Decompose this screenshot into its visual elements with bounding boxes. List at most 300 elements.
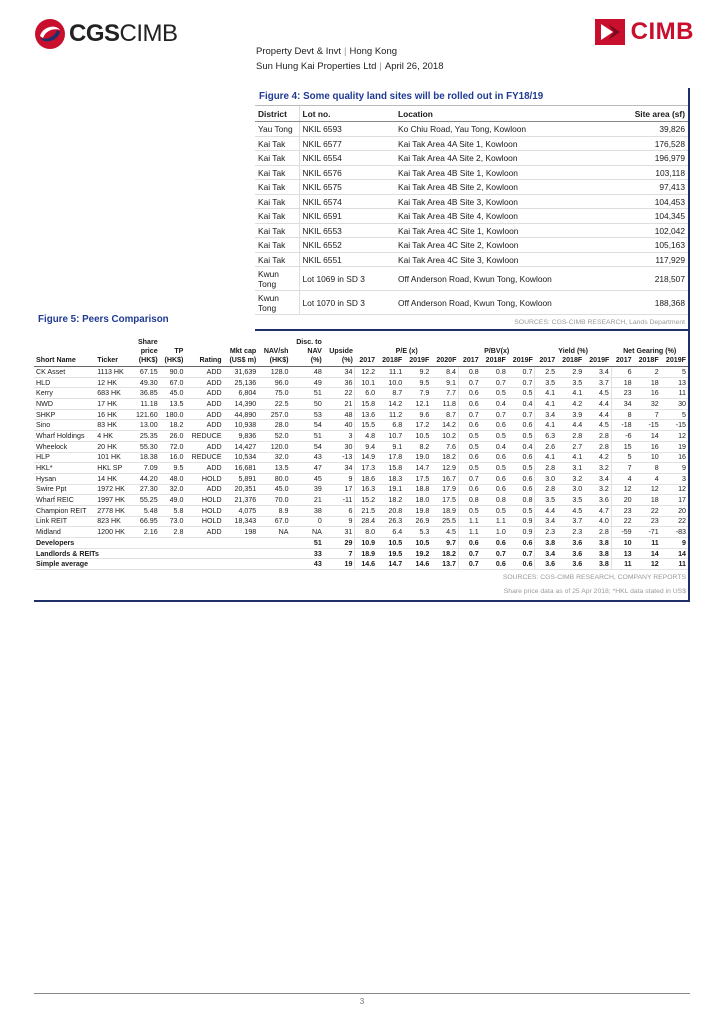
peer-value-cell: 18.0	[404, 495, 431, 506]
land-site-row	[255, 180, 688, 195]
site-area-cell: 97,413	[612, 180, 688, 195]
peer-value-cell: 4.1	[557, 452, 584, 463]
peer-value-cell: 8.9	[258, 505, 290, 516]
summary-value-cell: 11	[661, 559, 688, 570]
peer-value-cell: ADD	[185, 463, 223, 474]
peer-value-cell: 4.1	[535, 399, 557, 410]
peer-value-cell: 44,890	[224, 409, 259, 420]
peer-value-cell: ADD	[185, 388, 223, 399]
summary-value-cell: 19.2	[404, 548, 431, 559]
peer-value-cell: 6.3	[535, 431, 557, 442]
peer-value-cell: 15.8	[355, 399, 377, 410]
summary-value-cell: 14	[634, 548, 661, 559]
peer-value-cell: 19	[661, 441, 688, 452]
peer-value-cell: ADD	[185, 377, 223, 388]
location-cell: Kai Tak Area 4B Site 3, Kowloon	[395, 194, 612, 209]
peers-header-row-1	[34, 338, 688, 347]
peer-value-cell: -13	[324, 452, 355, 463]
district-cell: Kai Tak	[255, 223, 299, 238]
peer-value-cell: 10,938	[224, 420, 259, 431]
peer-value-cell: 121.60	[131, 409, 160, 420]
location-cell: Kai Tak Area 4C Site 2, Kowloon	[395, 238, 612, 253]
site-area-cell: 102,042	[612, 223, 688, 238]
peer-name-cell: Wharf Holdings	[34, 431, 95, 442]
peer-value-cell: 3.1	[557, 463, 584, 474]
district-cell: Kai Tak	[255, 194, 299, 209]
peer-value-cell: 10.2	[431, 431, 458, 442]
peer-value-cell: 0	[291, 516, 324, 527]
summary-value-cell: 0.6	[458, 538, 480, 549]
peer-value-cell: 8.7	[431, 409, 458, 420]
peer-value-cell: 12	[661, 431, 688, 442]
peer-value-cell: 12	[634, 484, 661, 495]
site-area-cell: 196,979	[612, 151, 688, 166]
peer-name-cell: Champion REIT	[34, 505, 95, 516]
peer-value-cell: 4.0	[584, 516, 611, 527]
lot-no-cell: NKIL 6576	[299, 165, 395, 180]
peer-value-cell: 49	[291, 377, 324, 388]
peer-value-cell: 4	[634, 473, 661, 484]
peer-name-cell: SHKP	[34, 409, 95, 420]
summary-value-cell: 10	[611, 538, 633, 549]
peer-value-cell: 7.09	[131, 463, 160, 474]
peer-value-cell: 5.3	[404, 527, 431, 538]
peer-value-cell: 1113 HK	[95, 367, 131, 378]
peer-value-cell: 3.7	[557, 516, 584, 527]
peer-value-cell: 0.4	[508, 399, 535, 410]
peer-value-cell: 17.3	[355, 463, 377, 474]
peer-value-cell: 83 HK	[95, 420, 131, 431]
peer-value-cell: 9,836	[224, 431, 259, 442]
peer-value-cell: 55.25	[131, 495, 160, 506]
peer-value-cell: 5,891	[224, 473, 259, 484]
peer-value-cell: HOLD	[185, 473, 223, 484]
location-cell: Kai Tak Area 4B Site 4, Kowloon	[395, 209, 612, 224]
peer-value-cell: 101 HK	[95, 452, 131, 463]
peer-value-cell: 20 HK	[95, 441, 131, 452]
site-area-cell: 103,118	[612, 165, 688, 180]
peer-name-cell: HLD	[34, 377, 95, 388]
peer-row	[34, 409, 688, 420]
peer-value-cell: 120.0	[258, 441, 290, 452]
peers-col-header: (%)	[324, 356, 355, 367]
header-line-1: Property Devt & Invt | Hong Kong	[256, 46, 398, 57]
peer-value-cell: 4,075	[224, 505, 259, 516]
peer-value-cell: 17.5	[404, 473, 431, 484]
peer-value-cell: 22	[661, 516, 688, 527]
peer-value-cell: 96.0	[258, 377, 290, 388]
peer-value-cell: 54	[291, 420, 324, 431]
peer-value-cell: 0.8	[458, 495, 480, 506]
peers-col-header: (US$ m)	[224, 356, 259, 367]
peer-value-cell: 4.4	[584, 399, 611, 410]
peer-value-cell: 11.18	[131, 399, 160, 410]
figure-4-title: Figure 4: Some quality land sites will be rolled out in FY18/19	[255, 88, 688, 106]
peer-value-cell: 2.8	[584, 441, 611, 452]
peer-value-cell: 683 HK	[95, 388, 131, 399]
peer-value-cell: 17.9	[431, 484, 458, 495]
peer-value-cell: 9.4	[355, 441, 377, 452]
peer-value-cell: 0.7	[481, 377, 508, 388]
peer-value-cell: 17 HK	[95, 399, 131, 410]
peer-value-cell: 2.8	[557, 431, 584, 442]
peer-row	[34, 399, 688, 410]
peer-value-cell: 14.2	[377, 399, 404, 410]
peer-value-cell: 0.5	[508, 431, 535, 442]
peer-value-cell: 18.6	[355, 473, 377, 484]
peer-value-cell: 20	[661, 505, 688, 516]
peer-value-cell: 18.9	[431, 505, 458, 516]
peer-value-cell: 9.1	[377, 441, 404, 452]
peer-value-cell: 23	[634, 516, 661, 527]
peer-value-cell: 6	[611, 367, 633, 378]
summary-label-cell: Simple average	[34, 559, 291, 570]
peer-name-cell: NWD	[34, 399, 95, 410]
peer-value-cell: 4.7	[584, 505, 611, 516]
peers-col-header: 2020F	[431, 356, 458, 367]
summary-value-cell: 3.8	[584, 559, 611, 570]
col-site-area: Site area (sf)	[612, 106, 688, 122]
peer-value-cell: 14 HK	[95, 473, 131, 484]
peer-value-cell: 2.5	[535, 367, 557, 378]
peer-value-cell: 21	[291, 495, 324, 506]
peer-value-cell: 0.6	[458, 452, 480, 463]
peer-value-cell: 18,343	[224, 516, 259, 527]
peer-value-cell: 14,390	[224, 399, 259, 410]
peer-value-cell: 3.9	[557, 409, 584, 420]
land-site-row	[255, 223, 688, 238]
peer-value-cell: 1972 HK	[95, 484, 131, 495]
peer-value-cell: 2	[634, 367, 661, 378]
peer-value-cell: 10.5	[404, 431, 431, 442]
district-cell: Kai Tak	[255, 238, 299, 253]
land-site-row	[255, 136, 688, 151]
peer-value-cell: 4.1	[535, 388, 557, 399]
peer-row	[34, 388, 688, 399]
peer-value-cell: 16.7	[431, 473, 458, 484]
peer-value-cell: 0.7	[481, 409, 508, 420]
peer-name-cell: Swire Ppt	[34, 484, 95, 495]
lot-no-cell: Lot 1069 in SD 3	[299, 267, 395, 291]
peer-value-cell: 16,681	[224, 463, 259, 474]
peer-value-cell: 11.8	[431, 399, 458, 410]
peer-value-cell: 25.5	[431, 516, 458, 527]
figure-5-source: SOURCES: CGS-CIMB RESEARCH, COMPANY REPORTS	[502, 574, 686, 582]
peer-value-cell: 9.5	[160, 463, 186, 474]
peer-value-cell: 4.5	[557, 505, 584, 516]
peer-value-cell: 13.5	[160, 399, 186, 410]
peer-row	[34, 527, 688, 538]
peer-value-cell: 12.1	[404, 399, 431, 410]
peer-value-cell: 5.8	[160, 505, 186, 516]
peer-value-cell: 4.5	[584, 388, 611, 399]
summary-value-cell: 19	[324, 559, 355, 570]
peer-value-cell: 0.4	[508, 441, 535, 452]
peer-value-cell: ADD	[185, 420, 223, 431]
peer-value-cell: 0.8	[508, 495, 535, 506]
peer-value-cell: 80.0	[258, 473, 290, 484]
peer-value-cell: HKL SP	[95, 463, 131, 474]
peer-value-cell: 67.0	[258, 516, 290, 527]
peer-value-cell: ADD	[185, 367, 223, 378]
summary-value-cell: 33	[291, 548, 324, 559]
peer-value-cell: 25,136	[224, 377, 259, 388]
peers-col-header: Short Name	[34, 356, 95, 367]
peer-value-cell: 2.8	[584, 431, 611, 442]
peer-value-cell: 38	[291, 505, 324, 516]
peer-value-cell: NA	[258, 527, 290, 538]
peer-value-cell: 16	[661, 452, 688, 463]
peer-value-cell: 823 HK	[95, 516, 131, 527]
summary-value-cell: 0.7	[458, 559, 480, 570]
peers-col-header: 2018F	[481, 356, 508, 367]
footer-divider	[34, 993, 690, 994]
peer-value-cell: 1.1	[481, 516, 508, 527]
peer-value-cell: 0.7	[508, 367, 535, 378]
peer-value-cell: 48	[291, 367, 324, 378]
peer-value-cell: 12 HK	[95, 377, 131, 388]
peer-value-cell: 12	[661, 484, 688, 495]
summary-value-cell: 43	[291, 559, 324, 570]
peer-value-cell: 14.2	[431, 420, 458, 431]
summary-value-cell: 0.7	[458, 548, 480, 559]
peer-value-cell: 15.5	[355, 420, 377, 431]
peer-name-cell: Kerry	[34, 388, 95, 399]
summary-value-cell: 29	[324, 538, 355, 549]
peer-value-cell: 13.5	[258, 463, 290, 474]
lot-no-cell: NKIL 6551	[299, 252, 395, 267]
peer-value-cell: 3.4	[584, 473, 611, 484]
location-cell: Kai Tak Area 4C Site 1, Kowloon	[395, 223, 612, 238]
peer-value-cell: ADD	[185, 409, 223, 420]
peer-value-cell: 36.85	[131, 388, 160, 399]
peer-value-cell: 7.9	[404, 388, 431, 399]
peer-value-cell: 1200 HK	[95, 527, 131, 538]
peer-value-cell: 198	[224, 527, 259, 538]
peer-value-cell: 14,427	[224, 441, 259, 452]
peer-row	[34, 431, 688, 442]
peer-value-cell: 18.2	[160, 420, 186, 431]
lot-no-cell: NKIL 6553	[299, 223, 395, 238]
peer-value-cell: 2.3	[557, 527, 584, 538]
peer-value-cell: 2.8	[535, 484, 557, 495]
peer-value-cell: 0.7	[508, 377, 535, 388]
cimb-chevron-icon	[595, 19, 625, 45]
peer-value-cell: 0.5	[458, 463, 480, 474]
summary-value-cell: 10.5	[404, 538, 431, 549]
district-cell: Kwun Tong	[255, 291, 299, 315]
peer-value-cell: 128.0	[258, 367, 290, 378]
peer-value-cell: 22.5	[258, 399, 290, 410]
peer-row	[34, 516, 688, 527]
peer-value-cell: 12.2	[355, 367, 377, 378]
peer-value-cell: -83	[661, 527, 688, 538]
cimb-wordmark: CIMB	[630, 18, 694, 45]
peer-value-cell: ADD	[185, 484, 223, 495]
summary-row	[34, 559, 688, 570]
peer-value-cell: 3.7	[584, 377, 611, 388]
peer-value-cell: 0.7	[458, 473, 480, 484]
summary-value-cell: 3.6	[535, 559, 557, 570]
peer-value-cell: 0.6	[508, 473, 535, 484]
site-area-cell: 105,163	[612, 238, 688, 253]
cgscimb-logo	[34, 18, 178, 50]
peer-value-cell: 70.0	[258, 495, 290, 506]
land-site-row	[255, 267, 688, 291]
peer-value-cell: 3.4	[535, 409, 557, 420]
peer-value-cell: 17.8	[377, 452, 404, 463]
peer-value-cell: 4.5	[584, 420, 611, 431]
peer-value-cell: 34	[324, 463, 355, 474]
peer-value-cell: 17	[324, 484, 355, 495]
summary-label-cell: Developers	[34, 538, 291, 549]
summary-value-cell: 3.4	[535, 548, 557, 559]
peer-value-cell: 11.2	[377, 409, 404, 420]
summary-value-cell: 9	[661, 538, 688, 549]
peer-value-cell: 3.0	[535, 473, 557, 484]
peer-value-cell: 54	[291, 441, 324, 452]
peer-value-cell: 0.6	[481, 452, 508, 463]
peer-value-cell: 3.4	[584, 367, 611, 378]
peer-value-cell: 4.4	[557, 420, 584, 431]
peer-name-cell: HKL*	[34, 463, 95, 474]
peer-value-cell: 23	[611, 388, 633, 399]
peer-value-cell: 0.5	[458, 431, 480, 442]
figure-4-land-sites	[255, 88, 690, 331]
peer-value-cell: 8.4	[431, 367, 458, 378]
peer-name-cell: Wheelock	[34, 441, 95, 452]
summary-value-cell: 7	[324, 548, 355, 559]
peer-value-cell: 0.9	[508, 527, 535, 538]
peer-value-cell: -18	[611, 420, 633, 431]
hdr-nav-sh: NAV/sh	[263, 347, 289, 355]
peers-col-header: 2017	[611, 356, 633, 367]
summary-value-cell: 3.8	[535, 538, 557, 549]
peer-value-cell: 5	[661, 409, 688, 420]
peer-value-cell: 9	[324, 473, 355, 484]
peer-row	[34, 377, 688, 388]
location-cell: Off Anderson Road, Kwun Tong, Kowloon	[395, 267, 612, 291]
summary-value-cell: 0.7	[481, 548, 508, 559]
peer-value-cell: 31,639	[224, 367, 259, 378]
peer-name-cell: Sino	[34, 420, 95, 431]
location-cell: Off Anderson Road, Kwun Tong, Kowloon	[395, 291, 612, 315]
peer-value-cell: 6.8	[377, 420, 404, 431]
peer-value-cell: 8.7	[377, 388, 404, 399]
peer-value-cell: 0.6	[508, 452, 535, 463]
location-cell: Ko Chiu Road, Yau Tong, Kowloon	[395, 122, 612, 137]
summary-value-cell: 3.6	[557, 538, 584, 549]
peer-value-cell: 3	[324, 431, 355, 442]
peer-value-cell: 49.0	[160, 495, 186, 506]
peer-value-cell: 0.5	[481, 388, 508, 399]
peer-value-cell: 10.1	[355, 377, 377, 388]
peer-value-cell: 4.5	[431, 527, 458, 538]
peer-value-cell: 1.0	[481, 527, 508, 538]
peer-value-cell: 4.4	[584, 409, 611, 420]
summary-value-cell: 0.6	[508, 559, 535, 570]
lot-no-cell: Lot 1070 in SD 3	[299, 291, 395, 315]
peer-value-cell: 67.15	[131, 367, 160, 378]
peer-value-cell: 0.8	[481, 367, 508, 378]
peer-value-cell: 7	[634, 409, 661, 420]
peers-col-header: 2019F	[584, 356, 611, 367]
summary-value-cell: 11	[634, 538, 661, 549]
peer-value-cell: 4.8	[355, 431, 377, 442]
site-area-cell: 39,826	[612, 122, 688, 137]
peer-value-cell: 52.0	[258, 431, 290, 442]
peer-value-cell: 26.0	[160, 431, 186, 442]
peer-value-cell: 67.0	[160, 377, 186, 388]
district-cell: Kai Tak	[255, 180, 299, 195]
lot-no-cell: NKIL 6591	[299, 209, 395, 224]
peer-value-cell: 0.7	[508, 409, 535, 420]
summary-value-cell: 14.6	[404, 559, 431, 570]
peer-value-cell: 6.0	[355, 388, 377, 399]
summary-value-cell: 10.9	[355, 538, 377, 549]
peer-value-cell: 26.9	[404, 516, 431, 527]
summary-value-cell: 3.6	[557, 559, 584, 570]
peer-value-cell: 7.6	[431, 441, 458, 452]
peers-col-header: 2017	[355, 356, 377, 367]
peer-value-cell: 3.2	[584, 463, 611, 474]
summary-value-cell: 3.8	[584, 538, 611, 549]
peer-value-cell: 18	[634, 377, 661, 388]
peer-value-cell: 16.0	[160, 452, 186, 463]
peer-value-cell: 8.2	[404, 441, 431, 452]
peer-value-cell: 90.0	[160, 367, 186, 378]
peer-value-cell: 14.9	[355, 452, 377, 463]
peers-col-header: 2017	[535, 356, 557, 367]
summary-value-cell: 3.8	[584, 548, 611, 559]
peer-value-cell: 2778 HK	[95, 505, 131, 516]
figure-4-source: SOURCES: CGS-CIMB RESEARCH, Lands Department	[514, 319, 685, 326]
peer-value-cell: 9	[324, 516, 355, 527]
summary-value-cell: 13.7	[431, 559, 458, 570]
peer-value-cell: 14	[634, 431, 661, 442]
peer-value-cell: 3	[661, 473, 688, 484]
peer-value-cell: 8.0	[355, 527, 377, 538]
peer-name-cell: Hysan	[34, 473, 95, 484]
summary-value-cell: 3.6	[557, 548, 584, 559]
site-area-cell: 218,507	[612, 267, 688, 291]
land-site-row	[255, 165, 688, 180]
peers-col-header: (HK$)	[131, 356, 160, 367]
peer-value-cell: 7.7	[431, 388, 458, 399]
district-cell: Kai Tak	[255, 136, 299, 151]
district-cell: Kwun Tong	[255, 267, 299, 291]
peer-name-cell: HLP	[34, 452, 95, 463]
peer-value-cell: 10,534	[224, 452, 259, 463]
peer-value-cell: 12	[611, 484, 633, 495]
peer-value-cell: 5.48	[131, 505, 160, 516]
peer-value-cell: 2.6	[535, 441, 557, 452]
peer-value-cell: 9.1	[431, 377, 458, 388]
peer-value-cell: 13.00	[131, 420, 160, 431]
peer-value-cell: 17	[661, 495, 688, 506]
peer-value-cell: 16.3	[355, 484, 377, 495]
peer-value-cell: 0.5	[508, 388, 535, 399]
col-lot-no: Lot no.	[299, 106, 395, 122]
cgscimb-wordmark: CGSCIMB	[69, 20, 178, 47]
peer-value-cell: 0.6	[481, 420, 508, 431]
peer-value-cell: 0.8	[481, 495, 508, 506]
peer-value-cell: 180.0	[160, 409, 186, 420]
summary-value-cell: 18.2	[431, 548, 458, 559]
peer-value-cell: 9.2	[404, 367, 431, 378]
peer-value-cell: 20	[611, 495, 633, 506]
peer-value-cell: 3.4	[535, 516, 557, 527]
